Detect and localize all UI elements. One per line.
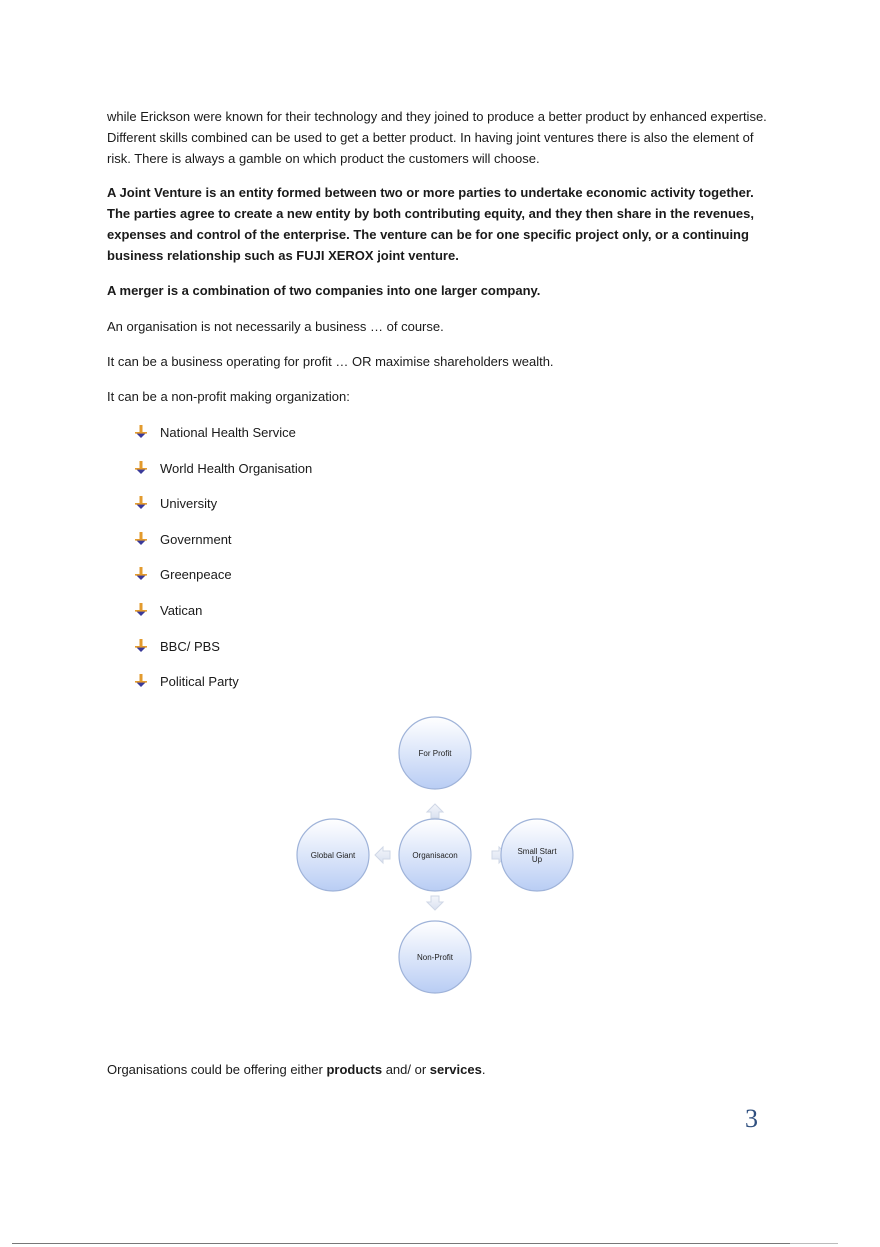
list-item xyxy=(135,637,312,673)
arrow-left-icon xyxy=(375,847,390,863)
list-item xyxy=(135,672,312,708)
list-item xyxy=(135,601,312,637)
bubble-label-right-line1: Small Start xyxy=(517,847,557,856)
list-item xyxy=(135,459,312,495)
bubble-label-left: Global Giant xyxy=(310,851,356,860)
list-item xyxy=(135,494,312,530)
paragraph-profit-business: It can be a business operating for profit … OR maximise shareholders wealth. xyxy=(107,354,554,369)
closing-text-before: Organisations could be offering either xyxy=(107,1062,327,1077)
footer-divider xyxy=(12,1243,838,1244)
list-item-label: Political Party xyxy=(160,674,239,690)
bubble-label-center: Organisacon xyxy=(412,851,458,860)
organisation-types-diagram xyxy=(280,705,590,1015)
closing-text-middle: and/ or xyxy=(382,1062,430,1077)
paragraph-joint-venture-intro: while Erickson were known for their technology and they joined to produce a better product by enhanced expertise. Different skills combined can be used to get a better product. In having joint ventures there is also the element of risk. There is always a gamble on which product the customers will choose. xyxy=(107,109,767,166)
list-item-label: Greenpeace xyxy=(160,567,232,583)
paragraph-organisation-note: An organisation is not necessarily a business … of course. xyxy=(107,319,444,334)
bubble-label-right-line2: Up xyxy=(531,855,543,864)
arrow-bullet-icon xyxy=(135,639,147,653)
list-item xyxy=(135,565,312,601)
arrow-bullet-icon xyxy=(135,567,147,581)
arrow-bullet-icon xyxy=(135,496,147,510)
paragraph-products-services xyxy=(107,1059,777,1080)
list-item xyxy=(135,423,312,459)
paragraph-merger-definition: A merger is a combination of two companies into one larger company. xyxy=(107,283,541,298)
non-profit-list xyxy=(135,423,312,708)
list-item-label: University xyxy=(160,496,218,512)
arrow-bullet-icon xyxy=(135,425,147,439)
arrow-bullet-icon xyxy=(135,532,147,546)
list-item-label: Government xyxy=(160,531,232,547)
list-item-label: BBC/ PBS xyxy=(160,638,220,654)
closing-text-after: . xyxy=(481,1062,486,1077)
bubble-label-top: For Profit xyxy=(418,749,452,758)
arrow-bullet-icon xyxy=(135,603,147,617)
bubble-label-bottom: Non-Profit xyxy=(416,953,454,962)
paragraph-joint-venture-definition: A Joint Venture is an entity formed between two or more parties to undertake economic activity together. The parties agree to create a new entity by both contributing equity, and they then share in the revenues, expenses and control of the enterprise. The venture can be for one specific project only, or a continuing business relationship such as FUJI XEROX joint venture. xyxy=(107,185,755,263)
footer-divider-accent xyxy=(790,1243,838,1244)
arrow-bullet-icon xyxy=(135,461,147,475)
list-item-label: National Health Service xyxy=(160,425,296,440)
list-item-label: Vatican xyxy=(160,602,203,618)
closing-word-products: products xyxy=(326,1062,383,1077)
arrow-down-icon xyxy=(427,896,443,910)
arrow-bullet-icon xyxy=(135,674,147,688)
closing-word-services: services xyxy=(429,1062,482,1077)
page-number: 3 xyxy=(745,1104,758,1133)
arrow-up-icon xyxy=(427,804,443,818)
list-item xyxy=(135,530,312,566)
paragraph-non-profit-intro: It can be a non-profit making organization: xyxy=(107,389,350,404)
list-item-label: World Health Organisation xyxy=(160,460,313,476)
